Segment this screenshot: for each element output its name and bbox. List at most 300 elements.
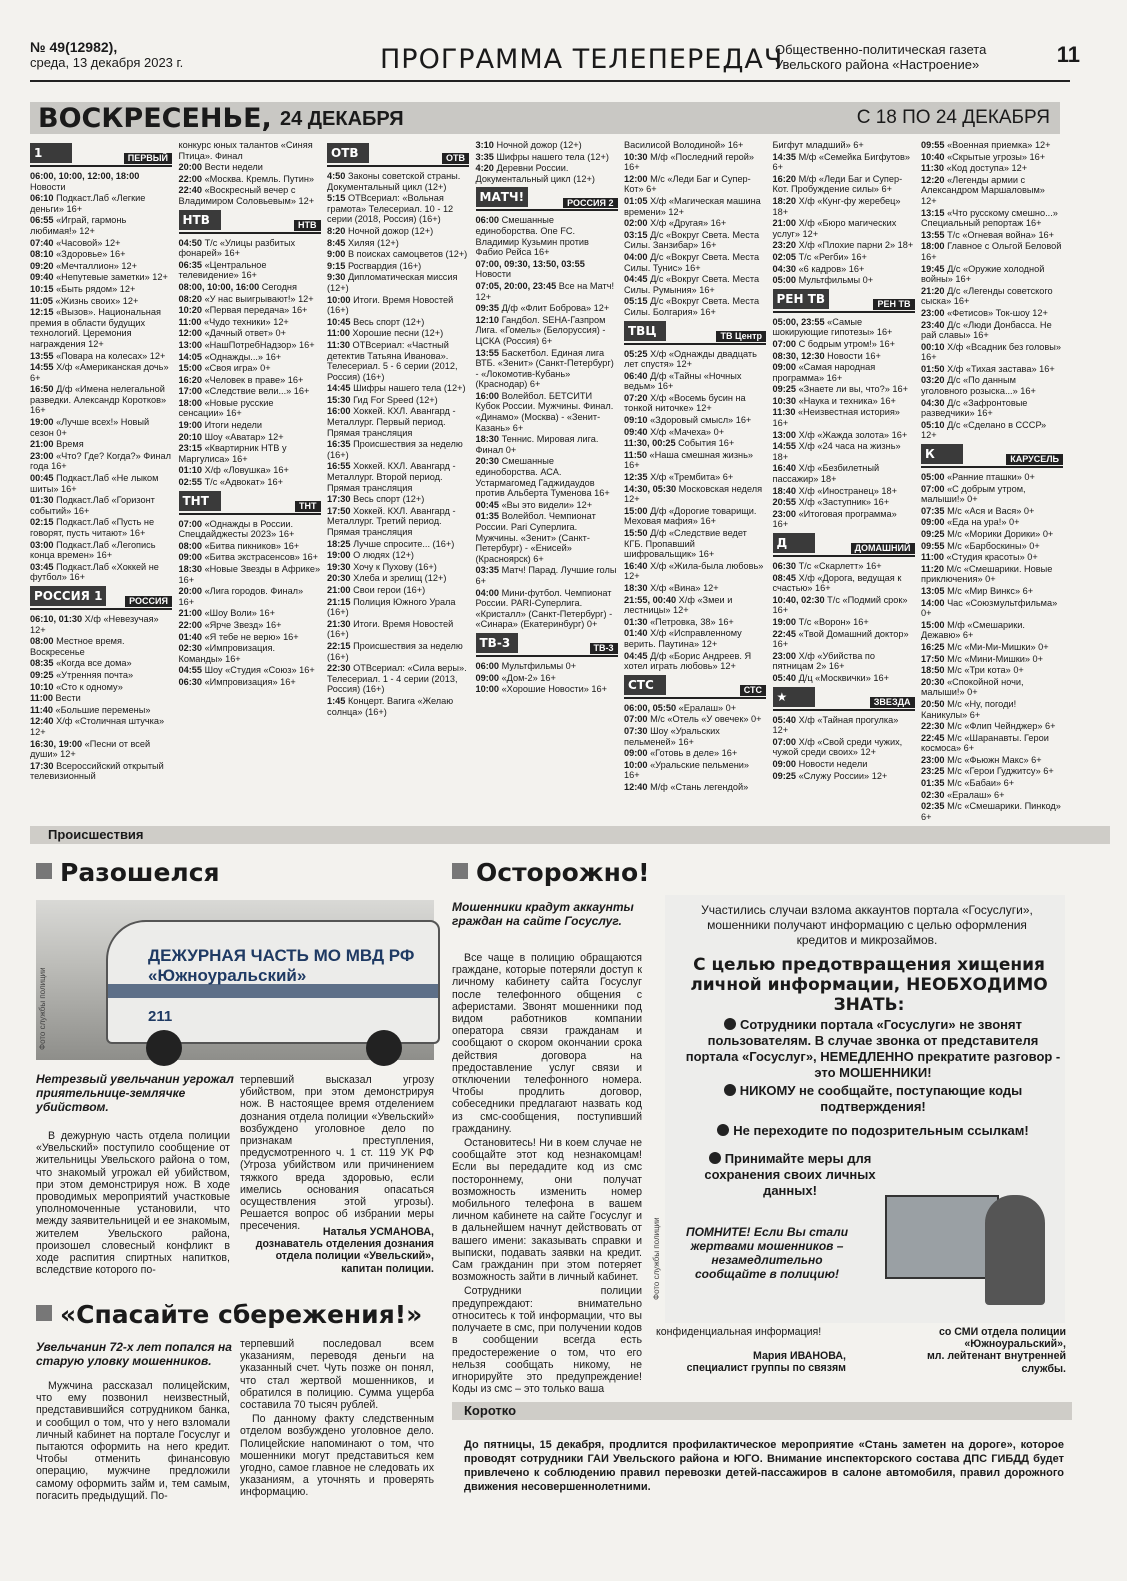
program-time: 17:50 [327,505,354,516]
channel-logo-icon: НТВ [179,210,221,230]
program-entry [179,140,321,161]
program-entry [476,565,618,586]
program-title: Х/ф «Мачеха» 0+ [650,426,725,437]
program-title: Хоккей. КХЛ. Авангард - Металлург. Второй период. Прямая трансляция [327,461,456,493]
program-time: 13:00 [772,429,799,440]
program-time: 12:10 [475,314,502,325]
program-entry [327,261,469,272]
program-entry [30,193,172,214]
program-title: «Наша смешная жизнь» 16+ [624,449,753,471]
program-title: Подкаст.Лаб «Хоккей не футбол» 16+ [30,561,159,583]
brief-strip [452,1402,1072,1420]
program-time: 3:35 [475,151,497,162]
program-entry [773,396,915,407]
program-time: 08:20 [178,293,205,304]
program-title: Д/с «Вокруг Света. Места Силы. Занзибар» 16+ [624,229,760,251]
program-time: 19:30 [327,561,354,572]
program-title: Х/ф «Исправленному верить. Паутина» 12+ [624,628,742,649]
program-entry [921,790,1063,801]
section-label: Происшествия [48,827,144,842]
program-title: Х/ф «24 часа на жизнь» 18+ [772,441,901,462]
program-title: М/с «Отель «У овечек» 0+ [650,714,762,725]
program-time: 04:30 [921,397,948,408]
program-entry [773,629,915,650]
program-entry [921,140,1063,151]
program-title: Итоги. Время Новостей (16+) [327,294,454,316]
program-entry [179,564,321,585]
program-entry [179,519,321,540]
program-title: Х/ф «Бюро магических услуг» 12+ [772,218,897,239]
program-entry [476,500,618,511]
program-time: 14:45 [327,383,354,394]
program-time: 11:00 [921,552,947,563]
program-entry [327,641,469,662]
program-title: «Ярче Звезд» 16+ [204,619,282,630]
program-time: 18:30 [624,582,651,593]
program-time: 08:10 [30,249,57,260]
channel-name: РОССИЯ 2 [563,198,617,209]
program-time: 18:30 [475,434,502,445]
program-time: 08:00 [30,636,57,647]
program-title: Подкаст.Лаб «Не лыком шиты» 16+ [30,473,159,494]
program-title: М/с «Фьюжн Макс» 6+ [947,754,1042,765]
program-time: 23:00 [921,754,948,765]
article-lead: Нетрезвый увельчанин угрожал приятельнице-землячке убийством. [36,1072,234,1114]
program-title: Х/ф «Тайная прогулка» 12+ [772,714,899,736]
program-entry [624,415,766,426]
program-time: 14:30, 05:30 [624,483,679,494]
tv-column [476,140,618,800]
program-entry [30,417,172,438]
program-title: ОТВсериал: «Сила веры». Телесериал. 1 - 4 серии (2013, Россия) (16+) [327,663,467,695]
program-title: «Вы это видели» 12+ [501,499,593,510]
program-title: «Новые Звезды в Африке» 16+ [178,564,321,585]
program-time: 02:00 [624,218,651,229]
program-time: 20:30 [475,456,502,467]
tv-column [327,140,469,800]
author-role-cont: со СМИ отдела полиции «Южноуральский», [938,1326,1066,1351]
program-time: 22:30 [921,721,948,732]
program-time: 02:15 [30,517,57,528]
program-title: Происшествия за неделю (16+) [327,640,463,662]
program-time: 06:00, 05:50 [624,702,679,713]
program-entry [921,733,1063,754]
program-entry [773,441,915,462]
program-title: Д/ц «Москвички» 16+ [798,672,889,683]
program-time: 8:45 [327,237,348,248]
program-time: 3:10 [475,140,497,150]
channel-name: ПЕРВЫЙ [124,153,172,164]
paper-name-line2: Увельского района «Настроение» [775,57,980,72]
program-entry [179,317,321,328]
program-entry [921,364,1063,375]
channel-header [30,586,172,610]
poster-point-text: НИКОМУ не сообщайте, поступающие коды подтверждения! [739,1083,1023,1114]
program-time: 15:00 [624,505,651,516]
program-title: Х/ф «Змеи и лестницы» 12+ [624,594,733,616]
poster-point-text: Принимайте меры для сохранения своих личных данных! [704,1151,876,1198]
program-entry [624,274,766,295]
program-entry [179,294,321,305]
program-time: 18:50 [921,665,948,676]
channel-name: СТС [740,685,766,696]
program-time: 18:40 [772,485,799,496]
program-entry [476,152,618,163]
program-entry [30,473,172,494]
program-time: 12:35 [624,472,651,483]
program-time: 10:10 [30,681,57,692]
program-title: «Чудо техники» 12+ [204,316,289,327]
program-entry [476,434,618,455]
program-entry [179,375,321,386]
program-title: Полиция Южного Урала (16+) [327,596,456,618]
program-title: Д/с «Сделано в СССР» 12+ [921,419,1047,441]
program-title: Т/с «Улицы разбитых фонарей» 16+ [178,237,296,259]
author-name: Наталья УСМАНОВА, [322,1226,434,1238]
paragraph: конфиденциальная информация! [656,1326,822,1338]
program-time: 23:40 [921,319,948,330]
program-time: 21:00 [30,439,57,450]
photo-credit: Фото службы полиции [38,967,47,1050]
program-entry [179,586,321,607]
channel-header [624,675,766,699]
section-title: ПРОГРАММА ТЕЛЕПЕРЕДАЧ [380,44,784,75]
program-time: 10:45 [327,316,354,327]
program-time: 14:35 [772,151,799,162]
program-time: 04:55 [178,665,205,676]
program-entry [773,617,915,628]
article-signature-cont [886,1326,1066,1375]
program-time: 16:00 [475,390,502,401]
program-time: 22:45 [772,628,799,639]
program-time: 08:45 [772,572,799,583]
program-time: 11:30, 00:25 [624,438,679,449]
channel-logo-icon: РОССИЯ 1 [30,586,106,606]
program-title: «Быть рядом» 12+ [56,283,136,294]
program-title: Д/ф «Дорогие товарищи. Меховая мафия» 16+ [624,505,757,527]
program-title: «Твой Домашний доктор» 16+ [772,628,909,650]
program-title: Теннис. Мировая лига. Финал 0+ [475,434,599,455]
program-time: 04:45 [624,650,651,661]
program-title: Шоу «Студия «Союз» 16+ [204,665,315,676]
program-title: «Лига городов. Финал» 16+ [178,586,304,607]
program-time: 21:30 [327,618,354,629]
program-time: 08:35 [30,658,57,669]
program-title: Местное время. Воскресенье [30,636,125,657]
program-entry [179,443,321,464]
program-entry [624,252,766,273]
program-title: «Москва. Кремль. Путин» [204,173,315,184]
laptop-illustration [885,1195,999,1279]
program-title: «Готовь в деле» 16+ [650,748,738,759]
program-entry [179,432,321,443]
van-number: 211 [148,1008,173,1025]
program-title: Мультфильмы 0+ [501,660,577,671]
program-title: Главное с Ольгой Беловой 16+ [921,241,1062,262]
program-title: «Самые шокирующие гипотезы» 16+ [772,316,893,338]
program-title: М/с «Герои Гуджитсу» 6+ [947,766,1054,777]
program-title: Х/ф «Восемь бусин на тонкой ниточке» 12+ [624,392,746,414]
program-entry [30,171,172,192]
program-time: 09:55 [921,140,948,150]
program-time: 03:45 [30,561,57,572]
program-title: Д/с «По данным уголовного розыска...» 16+ [921,375,1036,397]
program-entry [773,673,915,684]
channel-logo-icon: К [921,444,963,464]
program-title: Весь спорт (12+) [353,494,425,505]
program-entry [30,261,172,272]
program-entry [476,259,618,280]
tv-column [30,140,172,800]
program-time: 10:00 [624,759,651,770]
program-entry [30,351,172,362]
program-time: 12:00 [624,173,651,184]
program-entry [179,386,321,397]
poster-point-text: Сотрудники портала «Госуслуги» не звонят пользователям. В случае звонка от представителя портала «Госуслуг», НЕМЕДЛЕННО прекратите разговор - это МОШЕННИКИ! [685,1017,1061,1080]
program-time: 09:00 [772,362,799,373]
program-title: Т/с «Ворон» 16+ [798,616,869,627]
program-time: 01:10 [178,465,205,476]
program-time: 01:05 [624,195,651,206]
channel-logo-icon: ОТВ [327,143,369,163]
program-title: «Ералаш» 0+ [678,702,737,713]
program-title: Подкаст.Лаб «Легкие деньги» 16+ [30,193,146,214]
program-title: «Импровизация» 16+ [204,676,296,687]
program-title: М/ф «Стань легендой» [650,781,749,792]
day-banner [30,102,1060,134]
program-time: 21:00 [327,584,354,595]
program-title: Хоккей. КХЛ. Авангард - Металлург. Первый период. Прямая трансляция [327,406,456,438]
program-entry [773,317,915,338]
program-entry [921,175,1063,207]
police-van-photo [36,900,434,1060]
program-time: 22:15 [327,640,354,651]
program-title: «Скрытые угрозы» 16+ [947,151,1046,162]
photo-credit: Фото службы полиции [652,1217,661,1300]
program-title: Д/с «Люди Донбасса. Не рай славы» 16+ [921,319,1052,341]
tv-column [624,140,766,800]
program-time: 12:40 [624,781,651,792]
gosuslugi-warning-poster [665,895,1065,1323]
program-time: 17:00 [178,386,205,397]
program-title: «НашПотребНадзор» 16+ [204,339,315,350]
program-title: М/с «Смешарики. Новые приключения» 0+ [921,563,1053,585]
article-body-col1 [36,1130,230,1280]
program-time: 09:00 [624,748,651,759]
program-entry [327,461,469,493]
channel-header [773,687,915,711]
program-time: 16:50 [30,384,57,395]
program-title: В поисках самоцветов (12+) [347,249,468,260]
program-entry [624,196,766,217]
program-title: Д/с «Вокруг Света. Места Силы. Болгария» 16+ [624,296,760,317]
article-title [36,858,220,887]
program-title: Х/ф «Дорога, ведущая к счастью» 16+ [772,572,902,594]
program-time: 07:05, 20:00, 23:45 [475,280,559,291]
program-entry [179,238,321,259]
program-time: 09:25 [772,770,799,781]
program-entry [624,617,766,628]
channel-header [30,143,172,167]
program-entry [624,427,766,438]
program-time: 09:00 [772,758,799,769]
channel-logo-icon: МАТЧ! [476,187,529,207]
program-time: 07:00 [921,483,948,494]
program-time: 10:30 [624,151,651,162]
program-entry [773,174,915,195]
page-number: 11 [1056,42,1080,67]
program-title: «Легенды армии с Александром Маршаловым» 12+ [921,174,1045,206]
program-time: 19:00 [178,420,205,431]
program-title: Х/ф «Магическая машина времени» 12+ [624,195,761,217]
program-title: «Итоговая программа» 16+ [772,508,897,530]
program-title: «Наука и техника» 16+ [798,395,896,406]
program-entry [179,328,321,339]
program-entry [921,472,1063,483]
program-time: 11:40 [30,704,56,715]
program-time: 18:00 [921,241,948,252]
paragraph: Мужчина рассказал полицейским, что ему позвонил неизвестный, представившийся сотрудником банка, и сообщил о том, что у него взломали личный кабинет на портале Госуслуг и пытаются оформить на него кредит. Чтобы отменить финансовую операцию, мужчине предложили самому оформить займ и, тем самым, погасить предыдущий. По- [36,1380,230,1502]
program-entry [30,439,172,450]
program-title: конкурс юных талантов «Синяя Птица». Финал [178,140,313,161]
program-time: 08:30, 12:30 [772,350,828,361]
program-title: Смешанные единоборства. One FC. Владимир Кузьмин против Фабио Рейса 16+ [475,215,589,258]
program-entry [327,562,469,573]
program-entry [179,552,321,563]
program-time: 11:20 [921,563,947,574]
program-title: О людях (12+) [353,550,414,561]
program-time: 19:00 [30,417,57,428]
program-time: 06:30 [772,561,799,571]
program-title: Новости [475,269,512,280]
program-time: 10:30 [772,395,799,406]
bullet-icon [709,1152,721,1164]
program-time: 04:00 [624,251,651,262]
program-title: Х/ф «Трембита» 6+ [650,472,734,483]
program-entry [179,677,321,688]
program-title: «Самая народная программа» 16+ [772,362,876,383]
channel-logo-icon: 1 [30,143,72,163]
program-title: Росгвардия (16+) [347,260,422,271]
program-time: 21:55, 00:40 [624,594,679,605]
program-entry [30,284,172,295]
program-title: Час «Союзмультфильма» 0+ [921,597,1058,619]
program-entry [327,406,469,438]
program-entry [921,163,1063,174]
program-entry [921,484,1063,505]
program-title: М/с «Мир Винкс» 6+ [947,585,1034,596]
program-title: «Уральские пельмени» 16+ [624,759,750,781]
channel-header [921,444,1063,468]
channel-header [476,633,618,657]
program-entry [921,766,1063,777]
program-title: Х/ф «Свой среди чужих, чужой среди своих» 12+ [772,736,903,758]
program-title: События 16+ [678,438,735,449]
program-title: Смешанные единоборства. АСА. Устармагомед Гаджидаудов против Альберта Туменова 16+ [475,456,610,499]
program-entry [327,193,469,225]
program-entry [624,726,766,747]
program-entry [327,226,469,237]
program-entry [921,342,1063,363]
program-time: 09:00 [178,552,205,563]
program-time: 07:40 [30,237,57,248]
program-entry [179,632,321,643]
program-time: 02:55 [178,477,205,488]
program-title: ОТВсериал: «Вольная грамота» Телесериал. 10 - 12 серии (2018, Россия) (16+) [327,193,454,225]
program-entry [921,564,1063,585]
program-time: 12:20 [921,174,948,185]
program-time: 09:20 [30,260,57,271]
channel-logo-icon: ТНТ [179,491,221,511]
program-title: Д/ф «Имена нелегальной разведки. Александр Коротков» 16+ [30,384,167,416]
program-entry [624,583,766,594]
program-title: М/с «Флип Чейнджер» 6+ [947,721,1056,732]
program-entry [179,282,321,293]
program-time: 22:30 [327,663,354,674]
paragraph: терпевший последовал всем указаниям, переводя деньги на указанный счет. Чуть позже он понял, что стал жертвой мошенников, и обратился в полицию. Сумма ущерба составила 70 тысяч рублей. [240,1338,434,1412]
program-title: Т/с «Регби» 16+ [798,251,867,262]
program-title: «У нас выигрывают!» 12+ [204,293,314,304]
program-entry [921,241,1063,262]
program-entry [773,252,915,263]
program-entry [773,497,915,508]
program-title: Лучше спросите... (16+) [353,538,455,549]
poster-point [683,1017,1063,1081]
program-entry [624,472,766,483]
program-entry [773,737,915,758]
program-entry [921,230,1063,241]
program-title: Т/с «Адвокат» 16+ [204,477,283,488]
program-title: «Неизвестная история» 16+ [772,407,900,429]
program-title: «Своя игра» 0+ [204,363,271,374]
program-time: 16:20 [178,374,205,385]
program-title: Дипломатическая миссия (12+) [327,272,458,293]
program-title: Шифры нашего тела (12+) [353,383,466,394]
issue-date: среда, 13 декабря 2023 г. [30,55,184,70]
program-time: 07:00 [624,714,651,725]
program-time: 11:00 [178,316,205,327]
program-entry [30,562,172,583]
program-time: 16:25 [921,641,948,652]
program-time: 19:00 [772,616,799,627]
program-entry [476,215,618,257]
program-entry [30,249,172,260]
program-title: Мультфильмы 0+ [798,275,874,286]
channel-logo-icon: ТВ-3 [476,633,518,653]
program-time: 11:05 [30,295,56,306]
program-title: «С добрым утром, малыши!» 0+ [921,483,1026,505]
program-time: 22:00 [178,173,205,184]
program-title: Сегодня [261,281,297,292]
channel-name: КАРУСЕЛЬ [1006,454,1063,465]
channel-name: ОТВ [442,153,469,164]
program-time: 01:30 [30,495,57,506]
program-title: «Знаете ли вы, что?» 16+ [798,384,908,395]
program-entry [327,663,469,695]
program-title: Т/с «Подмий срок» 16+ [772,594,908,616]
article-title-text: Разошелся [60,858,220,887]
program-time: 20:30 [327,573,354,584]
tv-schedule-grid [30,140,1062,822]
program-entry [921,320,1063,341]
program-entry [327,340,469,382]
program-title: «Большие перемены» [55,704,151,715]
author-role: дознаватель отделения дознания отдела полиции «Увельский», капитан полиции. [255,1238,434,1275]
program-time: 00:45 [30,473,57,484]
program-entry [30,761,172,782]
program-time: 12:40 [30,716,57,727]
tv-column [921,140,1063,822]
